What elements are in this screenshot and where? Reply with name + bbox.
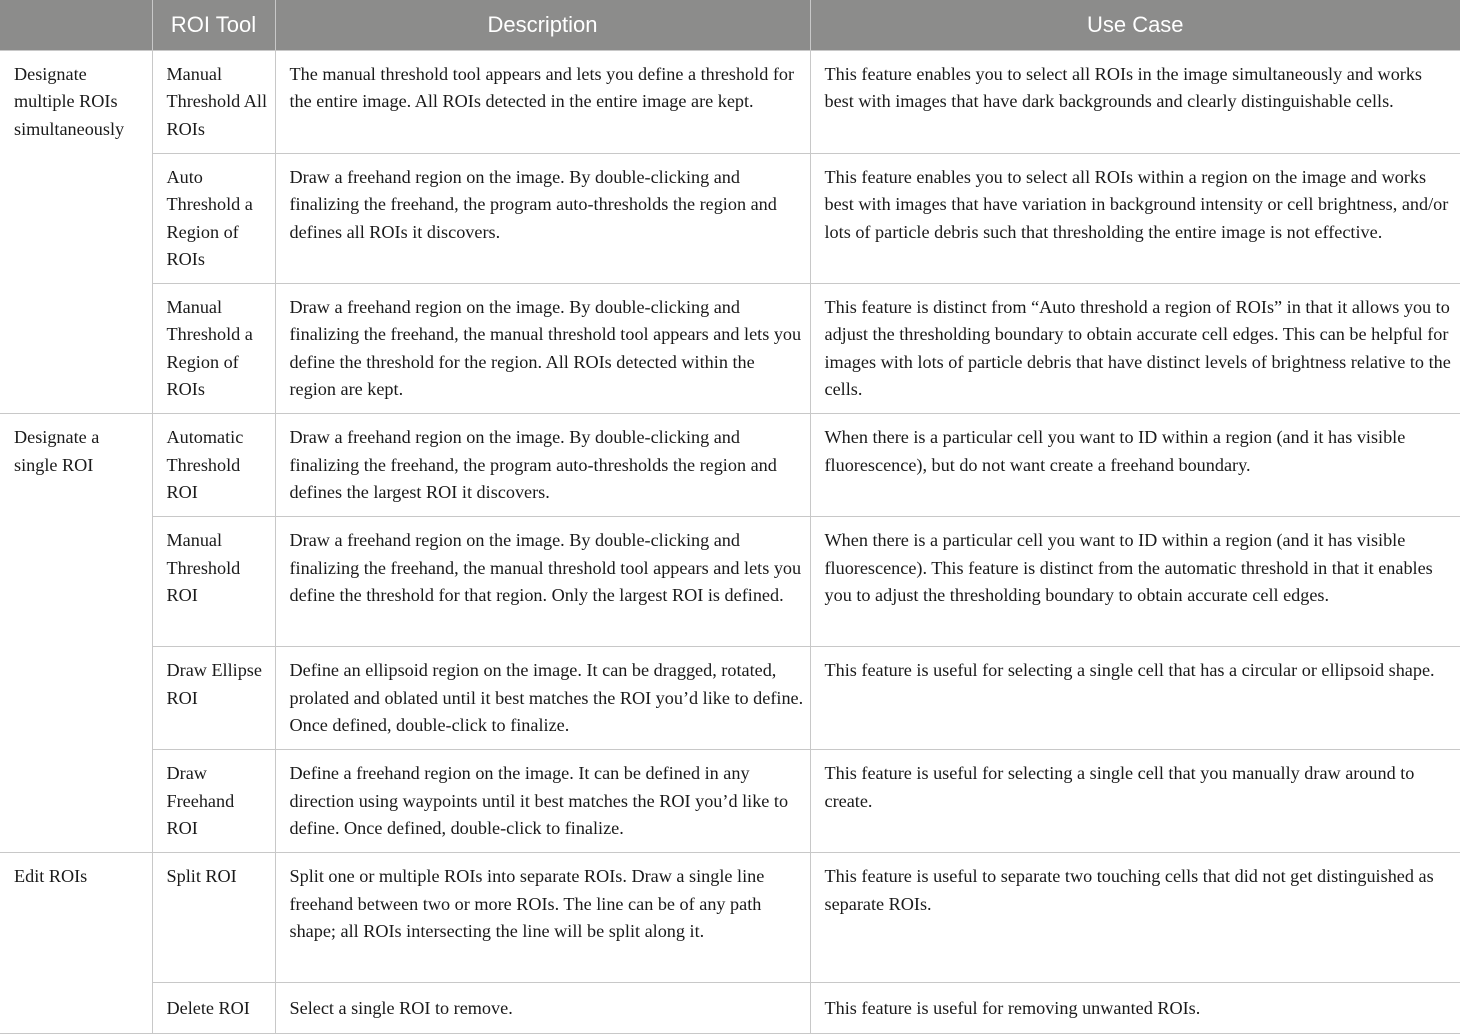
header-category bbox=[0, 0, 152, 51]
use-case-cell: This feature is useful for removing unwanted ROIs. bbox=[810, 983, 1460, 1033]
tool-cell: Automatic Threshold ROI bbox=[152, 414, 275, 517]
header-roi-tool: ROI Tool bbox=[152, 0, 275, 51]
table-row bbox=[0, 647, 1460, 750]
use-case-cell: This feature is useful for selecting a single cell that has a circular or ellipsoid shape. bbox=[810, 647, 1460, 750]
tool-cell: Draw Freehand ROI bbox=[152, 750, 275, 853]
table-row bbox=[0, 414, 1460, 517]
table-row bbox=[0, 750, 1460, 853]
table-row bbox=[0, 983, 1460, 1033]
tool-cell: Delete ROI bbox=[152, 983, 275, 1033]
description-cell: Define a freehand region on the image. It can be defined in any direction using waypoints until it best matches the ROI you’d like to define. Once defined, double-click to finalize. bbox=[275, 750, 810, 853]
table-row bbox=[0, 284, 1460, 414]
tool-cell: Manual Threshold ROI bbox=[152, 517, 275, 647]
table-row bbox=[0, 517, 1460, 647]
table-row bbox=[0, 51, 1460, 154]
description-cell: Draw a freehand region on the image. By double-clicking and finalizing the freehand, the program auto-thresholds the region and defines all ROIs it discovers. bbox=[275, 154, 810, 284]
table-row bbox=[0, 154, 1460, 284]
use-case-cell: This feature is distinct from “Auto threshold a region of ROIs” in that it allows you to adjust the thresholding boundary to obtain accurate cell edges. This can be helpful for images with lots of particle debris that have distinct levels of brightness relative to the cells. bbox=[810, 284, 1460, 414]
use-case-cell: When there is a particular cell you want to ID within a region (and it has visible fluorescence). This feature is distinct from the automatic threshold in that it enables you to adjust the thresholding boundary to obtain accurate cell edges. bbox=[810, 517, 1460, 647]
table-header bbox=[0, 0, 1460, 51]
use-case-cell: When there is a particular cell you want to ID within a region (and it has visible fluorescence), but do not want create a freehand boundary. bbox=[810, 414, 1460, 517]
group-cell: Designate multiple ROIs simultaneously bbox=[0, 51, 152, 414]
header-row bbox=[0, 0, 1460, 51]
tool-cell: Draw Ellipse ROI bbox=[152, 647, 275, 750]
table-row bbox=[0, 853, 1460, 983]
header-use-case: Use Case bbox=[810, 0, 1460, 51]
tool-cell: Manual Threshold All ROIs bbox=[152, 51, 275, 154]
tool-cell: Manual Threshold a Region of ROIs bbox=[152, 284, 275, 414]
use-case-cell: This feature is useful to separate two touching cells that did not get distinguished as separate ROIs. bbox=[810, 853, 1460, 983]
description-cell: Select a single ROI to remove. bbox=[275, 983, 810, 1033]
use-case-cell: This feature is useful for selecting a single cell that you manually draw around to create. bbox=[810, 750, 1460, 853]
description-cell: Define an ellipsoid region on the image. It can be dragged, rotated, prolated and oblated until it best matches the ROI you’d like to define. Once defined, double-click to finalize. bbox=[275, 647, 810, 750]
description-cell: Draw a freehand region on the image. By double-clicking and finalizing the freehand, the manual threshold tool appears and lets you define the threshold for that region. Only the largest ROI is defined. bbox=[275, 517, 810, 647]
tool-cell: Split ROI bbox=[152, 853, 275, 983]
group-cell: Designate a single ROI bbox=[0, 414, 152, 853]
description-cell: Draw a freehand region on the image. By double-clicking and finalizing the freehand, the manual threshold tool appears and lets you define the threshold for the region. All ROIs detected within the region are kept. bbox=[275, 284, 810, 414]
tool-cell: Auto Threshold a Region of ROIs bbox=[152, 154, 275, 284]
use-case-cell: This feature enables you to select all ROIs within a region on the image and works best with images that have variation in background intensity or cell brightness, and/or lots of particle debris such that thresholding the entire image is not effective. bbox=[810, 154, 1460, 284]
description-cell: Draw a freehand region on the image. By double-clicking and finalizing the freehand, the program auto-thresholds the region and defines the largest ROI it discovers. bbox=[275, 414, 810, 517]
description-cell: Split one or multiple ROIs into separate ROIs. Draw a single line freehand between two or more ROIs. The line can be of any path shape; all ROIs intersecting the line will be split along it. bbox=[275, 853, 810, 983]
table-body bbox=[0, 51, 1460, 1034]
group-cell: Edit ROIs bbox=[0, 853, 152, 1033]
description-cell: The manual threshold tool appears and lets you define a threshold for the entire image. All ROIs detected in the entire image are kept. bbox=[275, 51, 810, 154]
header-description: Description bbox=[275, 0, 810, 51]
use-case-cell: This feature enables you to select all ROIs in the image simultaneously and works best with images that have dark backgrounds and clearly distinguishable cells. bbox=[810, 51, 1460, 154]
